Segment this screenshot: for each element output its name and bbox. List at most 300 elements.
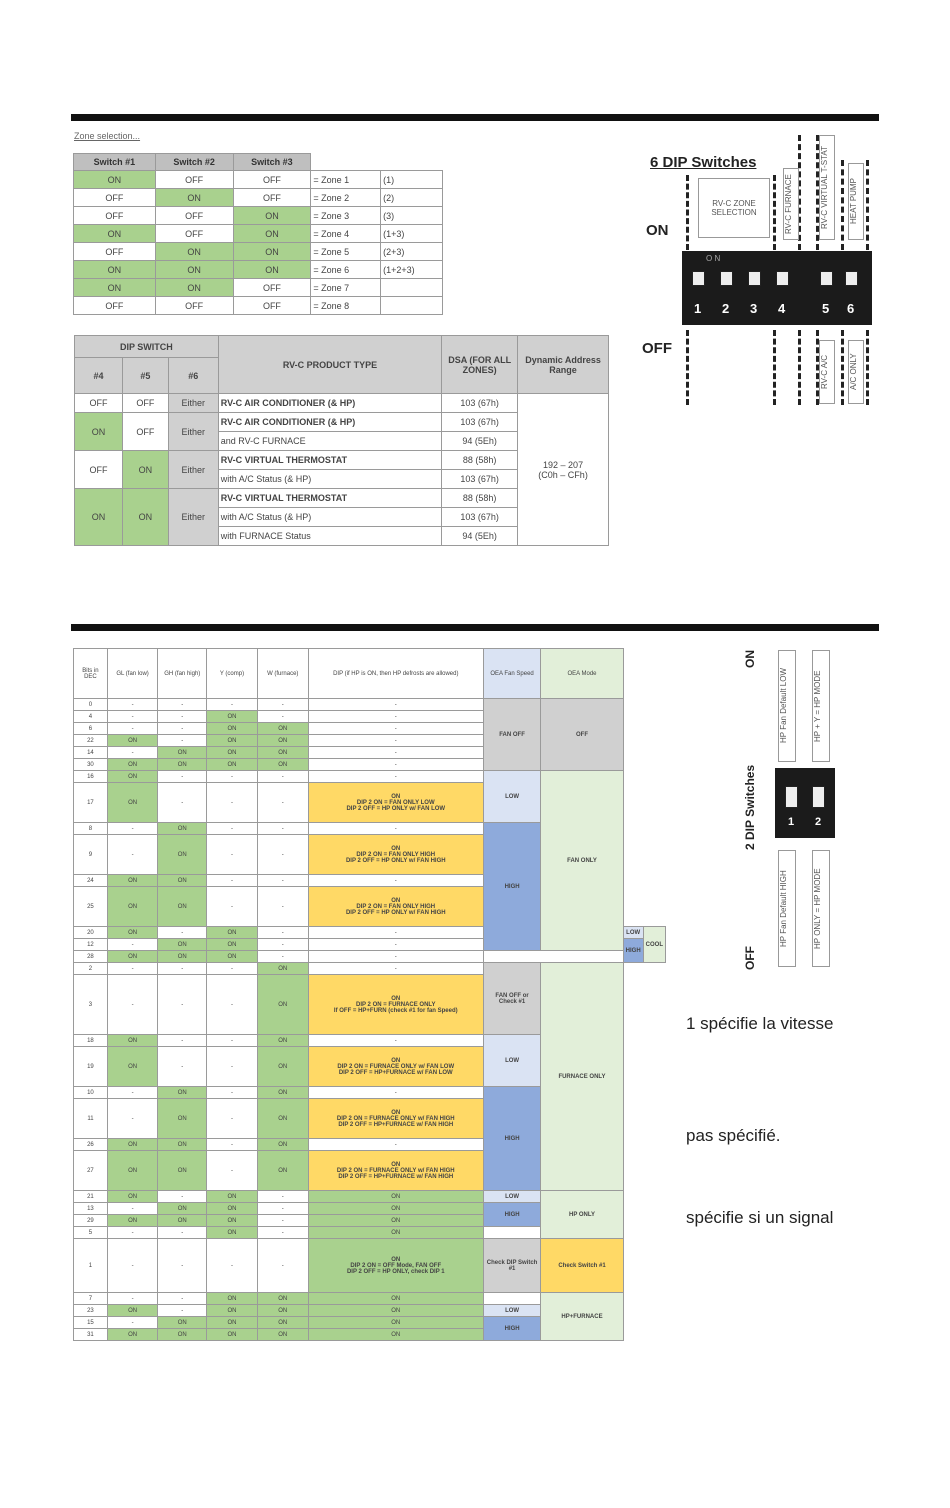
zone-cell: ON — [74, 279, 156, 297]
hp-fan-low-label: HP Fan Default LOW — [778, 650, 796, 762]
dip-note-line: DIP 2 ON = FURNACE ONLY — [356, 1001, 436, 1008]
zone-cell: ON — [74, 261, 156, 279]
mode-cell-hp-only: HP ONLY — [541, 1191, 623, 1239]
mode-cell: - — [308, 723, 483, 735]
mode-cell: - — [308, 963, 483, 975]
mode-cell: - — [107, 835, 157, 875]
dip2-off-label: OFF — [743, 946, 757, 970]
product-cell: OFF — [122, 413, 168, 451]
mode-cell-furnace-only: FURNACE ONLY — [541, 963, 623, 1191]
mode-cell: ON — [257, 1139, 308, 1151]
mode-cell: ON — [158, 1203, 207, 1215]
mode-cell: - — [207, 1035, 257, 1047]
fan-speed-cell: Check DIP Switch #1 — [483, 1239, 541, 1293]
dip2-switch-1[interactable] — [785, 786, 798, 808]
mode-header: Bits in DEC — [74, 649, 108, 699]
dashed-line — [841, 330, 844, 405]
switch5-header: #5 — [122, 358, 168, 394]
mode-cell: - — [257, 1215, 308, 1227]
mode-cell: ON — [158, 1317, 207, 1329]
mode-cell: ON — [207, 711, 257, 723]
product-cell: ON — [122, 451, 168, 489]
zone-combo: (1+2+3) — [381, 261, 443, 279]
mode-cell: 15 — [74, 1317, 108, 1329]
dip-note-line: DIP 2 OFF = HP ONLY w/ FAN LOW — [346, 805, 446, 812]
dynamic-range-hex: (C0h – CFh) — [538, 469, 588, 480]
mode-cell: - — [207, 875, 257, 887]
mode-cell: ON — [107, 735, 157, 747]
dip-switch-1[interactable] — [692, 271, 705, 286]
mode-cell: ON — [107, 1329, 157, 1341]
mode-cell: - — [257, 1203, 308, 1215]
zone-combo: (3) — [381, 207, 443, 225]
mode-cell: ON — [257, 975, 308, 1035]
zone-name: = Zone 4 — [311, 225, 381, 243]
mode-cell: - — [207, 699, 257, 711]
mode-cell: ON — [207, 759, 257, 771]
mode-cell: ON — [257, 1293, 308, 1305]
dip-note-line: ON — [391, 1109, 401, 1116]
mode-cell: ON — [158, 1215, 207, 1227]
mode-cell: - — [257, 887, 308, 927]
mode-cell: 28 — [74, 951, 108, 963]
fan-speed-cell — [483, 1293, 541, 1305]
zone-combo: (1+3) — [381, 225, 443, 243]
heat-pump-label: HEAT PUMP — [848, 163, 864, 240]
mode-cell-hp-furnace: HP+FURNACE — [541, 1293, 623, 1341]
dip-note-line: DIP 2 ON = FAN ONLY HIGH — [356, 903, 436, 910]
product-name: RV-C AIR CONDITIONER (& HP) — [218, 413, 441, 432]
product-name: with FURNACE Status — [218, 527, 441, 546]
product-cell: OFF — [75, 394, 123, 413]
section-divider-top — [71, 114, 879, 121]
dip-note-line: ON — [391, 1256, 401, 1263]
mode-cell: - — [107, 747, 157, 759]
ac-only-label: A/C ONLY — [848, 340, 864, 404]
dip-note-line: DIP 2 ON = FURNACE ONLY w/ FAN HIGH — [336, 1167, 455, 1174]
fan-speed-cell: HIGH — [483, 823, 541, 951]
mode-cell: 27 — [74, 1151, 108, 1191]
dip-switch-3[interactable] — [748, 271, 761, 286]
mode-cell: ON — [107, 951, 157, 963]
mode-cell: 16 — [74, 771, 108, 783]
dip-note-line: ON — [391, 793, 401, 800]
mode-cell: - — [308, 747, 483, 759]
ac-label: RV-C A/C — [819, 340, 835, 404]
mode-cell: 3 — [74, 975, 108, 1035]
zone-cell: OFF — [233, 189, 311, 207]
mode-cell: 1 — [74, 1239, 108, 1293]
mode-cell: - — [107, 939, 157, 951]
dip-note-cell — [308, 1151, 483, 1191]
mode-cell: - — [158, 699, 207, 711]
mode-cell: ON — [107, 783, 157, 823]
mode-cell: - — [107, 975, 157, 1035]
mode-cell: - — [107, 823, 157, 835]
mode-cell: ON — [257, 1317, 308, 1329]
mode-cell: ON — [308, 1215, 483, 1227]
mode-cell: 2 — [74, 963, 108, 975]
mode-cell: 9 — [74, 835, 108, 875]
mode-cell: - — [308, 927, 483, 939]
dip6-num-4: 4 — [778, 301, 786, 316]
mode-cell: 30 — [74, 759, 108, 771]
mode-cell: ON — [158, 875, 207, 887]
mode-cell: - — [207, 975, 257, 1035]
mode-cell: 18 — [74, 1035, 108, 1047]
mode-cell: - — [257, 1239, 308, 1293]
zone-cell: OFF — [74, 243, 156, 261]
mode-cell: - — [308, 771, 483, 783]
zone-cell: OFF — [155, 297, 233, 315]
mode-cell: - — [158, 1227, 207, 1239]
zone-cell: ON — [233, 207, 311, 225]
mode-cell: - — [207, 1139, 257, 1151]
mode-cell: - — [257, 1191, 308, 1203]
mode-cell: - — [257, 771, 308, 783]
zone-row — [74, 261, 443, 279]
mode-cell: ON — [107, 1139, 157, 1151]
dashed-line — [866, 330, 869, 405]
zone-name: = Zone 7 — [311, 279, 381, 297]
dsa-value: 88 (58h) — [442, 489, 518, 508]
mode-cell: - — [107, 1087, 157, 1099]
mode-cell: - — [158, 771, 207, 783]
dsa-value: 103 (67h) — [442, 470, 518, 489]
mode-cell: ON — [308, 1317, 483, 1329]
dashed-line — [686, 175, 689, 250]
mode-cell: ON — [107, 1305, 157, 1317]
zone-cell: ON — [74, 225, 156, 243]
product-cell: Either — [168, 451, 218, 489]
fan-speed-cell — [483, 1227, 541, 1239]
mode-cell: ON — [107, 875, 157, 887]
product-name: with A/C Status (& HP) — [218, 508, 441, 527]
product-name: RV-C VIRTUAL THERMOSTAT — [218, 451, 441, 470]
mode-cell: - — [257, 699, 308, 711]
fan-speed-cell: HIGH — [623, 939, 643, 963]
mode-cell: - — [308, 1087, 483, 1099]
mode-cell: ON — [158, 823, 207, 835]
dsa-value: 94 (5Eh) — [442, 432, 518, 451]
dip-note-line: ON — [391, 897, 401, 904]
mode-cell-off: OFF — [541, 699, 623, 771]
mode-cell: ON — [257, 1305, 308, 1317]
mode-cell: 20 — [74, 927, 108, 939]
mode-cell: ON — [158, 887, 207, 927]
mode-cell: 24 — [74, 875, 108, 887]
zone-name: = Zone 3 — [311, 207, 381, 225]
mode-cell: ON — [107, 1151, 157, 1191]
dip-note-line: DIP 2 OFF = HP ONLY, check DIP 1 — [346, 1268, 445, 1275]
mode-cell: ON — [207, 1227, 257, 1239]
mode-cell: 0 — [74, 699, 108, 711]
hp-only-mode-label: HP ONLY = HP MODE — [812, 850, 830, 967]
mode-cell: ON — [257, 963, 308, 975]
dashed-line — [798, 330, 801, 405]
dip6-num-5: 5 — [822, 301, 830, 316]
zone-row — [74, 243, 443, 261]
mode-cell: - — [107, 723, 157, 735]
mode-cell: - — [257, 783, 308, 823]
mode-cell: ON — [207, 951, 257, 963]
mode-cell: - — [207, 963, 257, 975]
mode-cell: - — [107, 1293, 157, 1305]
mode-cell: - — [308, 1035, 483, 1047]
product-cell: Either — [168, 413, 218, 451]
fan-speed-cell: FAN OFF or Check #1 — [483, 963, 541, 1035]
dip-note-line: DIP 2 ON = FURNACE ONLY w/ FAN LOW — [337, 1063, 455, 1070]
dip6-switch-block: O N 1 2 3 4 5 6 — [682, 251, 872, 325]
mode-cell: 7 — [74, 1293, 108, 1305]
mode-header: GL (fan low) — [107, 649, 157, 699]
mode-cell: ON — [308, 1329, 483, 1341]
product-name: RV-C VIRTUAL THERMOSTAT — [218, 489, 441, 508]
dashed-line — [866, 160, 869, 250]
mode-cell: - — [207, 771, 257, 783]
zone-name: = Zone 1 — [311, 171, 381, 189]
dip2-num-2: 2 — [815, 816, 822, 828]
mode-cell: ON — [257, 1035, 308, 1047]
zone-cell: OFF — [74, 297, 156, 315]
mode-cell: ON — [107, 927, 157, 939]
dip-note-cell — [308, 1239, 483, 1293]
mode-cell: ON — [107, 1047, 157, 1087]
dsa-value: 88 (58h) — [442, 451, 518, 470]
dsa-value: 94 (5Eh) — [442, 527, 518, 546]
product-cell: OFF — [122, 394, 168, 413]
product-name: with A/C Status (& HP) — [218, 470, 441, 489]
dip-note-cell — [308, 835, 483, 875]
dip2-switch-2[interactable] — [812, 786, 825, 808]
zone-selection-label: RV-C ZONE SELECTION — [698, 178, 770, 238]
mode-cell: - — [107, 1099, 157, 1139]
dip-note-line: DIP 2 OFF = HP ONLY w/ FAN HIGH — [345, 857, 446, 864]
dip-note-cell — [308, 975, 483, 1035]
product-cell: ON — [75, 413, 123, 451]
zone-name: = Zone 8 — [311, 297, 381, 315]
dip6-off-label: OFF — [642, 340, 672, 357]
dip-note-line: DIP 2 ON = FURNACE ONLY w/ FAN HIGH — [336, 1115, 455, 1122]
switch4-header: #4 — [75, 358, 123, 394]
mode-cell: ON — [158, 835, 207, 875]
switch6-header: #6 — [168, 358, 218, 394]
dashed-line — [773, 175, 776, 250]
dip-note-line: DIP 2 ON = FAN ONLY HIGH — [356, 851, 436, 858]
dip-switch-4[interactable] — [776, 271, 789, 286]
mode-cell: 17 — [74, 783, 108, 823]
dip-switch-6[interactable] — [845, 271, 858, 286]
zone-selection-table — [73, 153, 443, 315]
dip-note-line: DIP 2 OFF = HP+FURNACE w/ FAN LOW — [338, 1069, 453, 1076]
mode-header: OEA Mode — [541, 649, 623, 699]
mode-cell: - — [158, 1293, 207, 1305]
dip-note-cell — [308, 1099, 483, 1139]
dip-note-line: DIP 2 ON = OFF Mode, FAN OFF — [350, 1262, 442, 1269]
mode-header: Y (comp) — [207, 649, 257, 699]
mode-cell: 13 — [74, 1203, 108, 1215]
dip6-on-label: ON — [646, 222, 669, 239]
zone-name: = Zone 6 — [311, 261, 381, 279]
dip-switch-5[interactable] — [820, 271, 833, 286]
mode-cell: 11 — [74, 1099, 108, 1139]
mode-cell: ON — [257, 1047, 308, 1087]
mode-cell: ON — [158, 1151, 207, 1191]
mode-cell: ON — [207, 939, 257, 951]
mode-cell: ON — [207, 735, 257, 747]
product-cell: ON — [75, 489, 123, 546]
mode-header: DIP (if HP is ON, then HP defrosts are allowed) — [308, 649, 483, 699]
side-text-1: 1 spécifie la vitesse — [686, 1014, 834, 1033]
zone-header-switch3: Switch #3 — [233, 154, 311, 171]
mode-cell: - — [207, 1047, 257, 1087]
dip2-num-1: 1 — [788, 816, 795, 828]
mode-cell: ON — [308, 1305, 483, 1317]
zone-combo: (2) — [381, 189, 443, 207]
mode-cell: - — [107, 711, 157, 723]
dip-note-line: DIP 2 OFF = HP+FURNACE w/ FAN HIGH — [338, 1121, 454, 1128]
mode-cell: - — [257, 1227, 308, 1239]
mode-cell: 23 — [74, 1305, 108, 1317]
mode-cell: ON — [257, 1099, 308, 1139]
mode-cell: - — [107, 1227, 157, 1239]
mode-cell: - — [308, 735, 483, 747]
mode-cell: - — [107, 1317, 157, 1329]
mode-cell: ON — [257, 759, 308, 771]
mode-cell: - — [308, 699, 483, 711]
mode-cell: ON — [207, 1317, 257, 1329]
product-name: RV-C AIR CONDITIONER (& HP) — [218, 394, 441, 413]
dip2-on-label: ON — [743, 650, 757, 668]
mode-cell: ON — [158, 939, 207, 951]
mode-cell: - — [308, 939, 483, 951]
mode-cell: ON — [158, 1329, 207, 1341]
mode-cell: - — [107, 1239, 157, 1293]
mode-cell: - — [107, 699, 157, 711]
mode-cell: - — [257, 711, 308, 723]
mode-cell: - — [207, 823, 257, 835]
product-cell: Either — [168, 394, 218, 413]
zone-header-switch2: Switch #2 — [155, 154, 233, 171]
mode-cell: - — [257, 927, 308, 939]
dynamic-range: 192 – 207 — [543, 459, 584, 470]
zone-combo — [381, 297, 443, 315]
zone-combo — [381, 279, 443, 297]
mode-cell: - — [308, 1139, 483, 1151]
fan-speed-cell: HIGH — [483, 1317, 541, 1341]
mode-cell-cool: COOL — [643, 927, 665, 963]
fan-speed-cell: LOW — [623, 927, 643, 939]
mode-cell: - — [158, 735, 207, 747]
product-cell: Either — [168, 489, 218, 546]
side-text-3: spécifie si un signal — [686, 1208, 834, 1227]
fan-speed-cell: LOW — [483, 1035, 541, 1087]
zone-cell: ON — [74, 171, 156, 189]
mode-cell: 26 — [74, 1139, 108, 1151]
zone-cell: OFF — [233, 171, 311, 189]
dip-note-cell — [308, 783, 483, 823]
dip6-num-2: 2 — [722, 301, 730, 316]
side-text-2: pas spécifié. — [686, 1126, 781, 1145]
mode-cell: ON — [207, 723, 257, 735]
dip-note-cell — [308, 887, 483, 927]
zone-name: = Zone 2 — [311, 189, 381, 207]
mode-cell: - — [257, 823, 308, 835]
mode-cell: ON — [257, 747, 308, 759]
dip-switch-2[interactable] — [720, 271, 733, 286]
product-type-header: RV-C PRODUCT TYPE — [218, 336, 441, 394]
mode-cell: - — [158, 711, 207, 723]
mode-header: OEA Fan Speed — [483, 649, 541, 699]
zone-cell: OFF — [155, 207, 233, 225]
mode-cell: ON — [308, 1293, 483, 1305]
mode-cell: - — [107, 963, 157, 975]
dip-note-line: ON — [391, 1057, 401, 1064]
zone-combo: (1) — [381, 171, 443, 189]
product-cell: OFF — [75, 451, 123, 489]
mode-header: GH (fan high) — [158, 649, 207, 699]
dashed-line — [773, 330, 776, 405]
dip6-num-6: 6 — [847, 301, 855, 316]
mode-cell: ON — [107, 1215, 157, 1227]
mode-cell: - — [158, 1305, 207, 1317]
zone-cell: OFF — [74, 189, 156, 207]
mode-cell: ON — [257, 723, 308, 735]
mode-header: W (furnace) — [257, 649, 308, 699]
mode-cell: ON — [158, 951, 207, 963]
zone-row — [74, 207, 443, 225]
mode-cell: ON — [158, 747, 207, 759]
mode-cell: ON — [107, 759, 157, 771]
dip-note-line: ON — [391, 845, 401, 852]
mode-cell: - — [107, 1203, 157, 1215]
mode-cell: - — [257, 875, 308, 887]
mode-cell: 31 — [74, 1329, 108, 1341]
zone-combo: (2+3) — [381, 243, 443, 261]
zone-name: = Zone 5 — [311, 243, 381, 261]
mode-cell: 19 — [74, 1047, 108, 1087]
mode-cell: ON — [207, 1215, 257, 1227]
dip2-title: 2 DIP Switches — [743, 764, 757, 850]
fan-speed-cell: LOW — [483, 1305, 541, 1317]
dip-switch-header: DIP SWITCH — [75, 336, 219, 358]
dashed-line — [841, 160, 844, 250]
zone-cell: ON — [233, 243, 311, 261]
mode-cell: 8 — [74, 823, 108, 835]
product-name: and RV-C FURNACE — [218, 432, 441, 451]
zone-header-switch1: Switch #1 — [74, 154, 156, 171]
mode-cell: ON — [257, 1151, 308, 1191]
mode-cell: ON — [308, 1191, 483, 1203]
mode-cell: - — [158, 1239, 207, 1293]
mode-cell: - — [158, 783, 207, 823]
dsa-header: DSA (FOR ALL ZONES) — [442, 336, 518, 394]
dip-note-line: ON — [391, 995, 401, 1002]
zone-cell: ON — [155, 261, 233, 279]
dynamic-address-header: Dynamic Address Range — [518, 336, 609, 394]
mode-cell: - — [158, 927, 207, 939]
mode-cell: 12 — [74, 939, 108, 951]
product-type-table — [74, 335, 609, 546]
mode-cell: ON — [158, 759, 207, 771]
dip2-switch-block — [775, 768, 835, 838]
dip-note-line: DIP 2 OFF = HP+FURNACE w/ FAN HIGH — [338, 1173, 454, 1180]
mode-cell: ON — [158, 1139, 207, 1151]
mode-cell: 14 — [74, 747, 108, 759]
dip6-num-3: 3 — [750, 301, 758, 316]
hp-fan-high-label: HP Fan Default HIGH — [778, 850, 796, 967]
mode-cell: ON — [207, 1191, 257, 1203]
